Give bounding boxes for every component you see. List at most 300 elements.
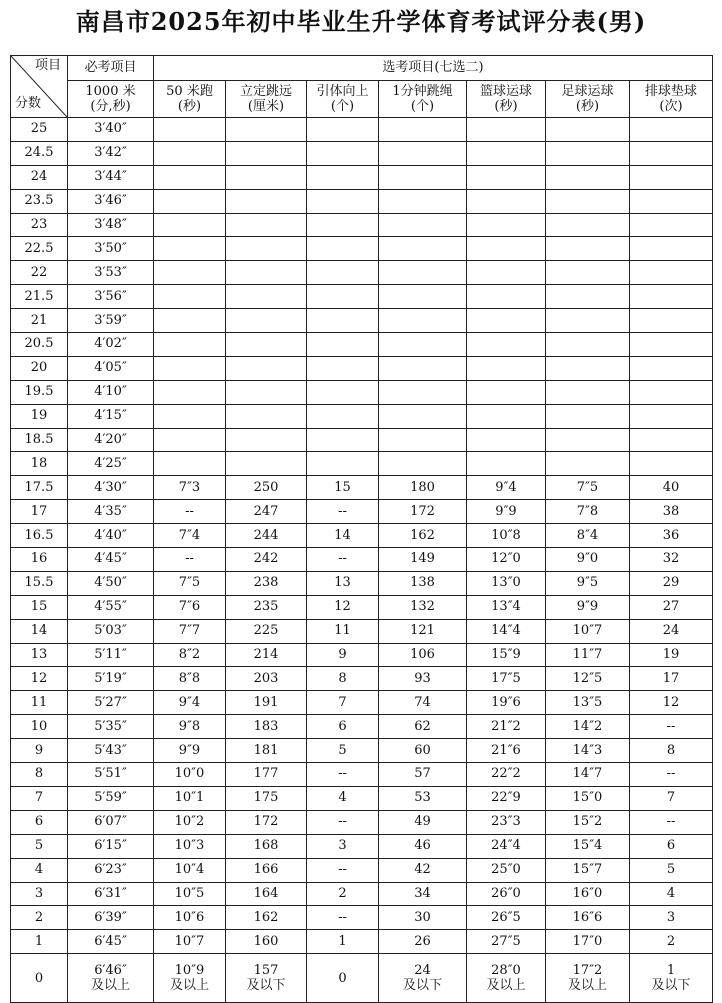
table-cell: [154, 285, 226, 309]
table-cell: --: [307, 906, 379, 930]
table-cell: 5′59″: [68, 786, 154, 810]
table-cell: [307, 165, 379, 189]
table-row: [11, 141, 713, 165]
table-cell: [226, 452, 307, 476]
table-row: [11, 619, 713, 643]
cell-value: 6′46″: [94, 963, 127, 979]
column-header-name: 立定跳远: [239, 84, 292, 99]
table-cell: 5: [630, 858, 713, 882]
table-cell: 7: [630, 786, 713, 810]
table-cell: 14: [307, 524, 379, 548]
score-cell: 19.5: [11, 380, 68, 404]
table-cell: 3′48″: [68, 213, 154, 237]
table-row-last: [11, 954, 713, 1003]
table-cell: 4′20″: [68, 428, 154, 452]
cell-note: 及以下: [651, 978, 691, 994]
table-cell: [467, 141, 546, 165]
table-cell: [154, 237, 226, 261]
table-cell: 46: [379, 834, 467, 858]
table-cell: [630, 380, 713, 404]
table-cell: [379, 189, 467, 213]
table-cell: 17″0: [546, 930, 630, 954]
table-cell: 10″7: [546, 619, 630, 643]
table-cell: [226, 189, 307, 213]
column-header-name: 1000 米: [85, 84, 136, 99]
diag-label-item: 项目: [34, 58, 61, 73]
table-cell: [307, 118, 379, 142]
column-header-unit: (秒): [177, 99, 202, 114]
table-cell: 22″9: [467, 786, 546, 810]
table-row: [11, 643, 713, 667]
table-cell: --: [630, 810, 713, 834]
table-cell: 244: [226, 524, 307, 548]
cell-note: 及以下: [402, 978, 442, 994]
table-cell: [226, 285, 307, 309]
score-cell: 20: [11, 356, 68, 380]
table-cell: 5′27″: [68, 691, 154, 715]
table-cell: [467, 428, 546, 452]
table-cell: [379, 356, 467, 380]
table-cell: 191: [226, 691, 307, 715]
table-row: [11, 906, 713, 930]
table-cell: 3′40″: [68, 118, 154, 142]
table-cell: [154, 333, 226, 357]
table-cell: [546, 380, 630, 404]
table-row: [11, 428, 713, 452]
table-cell: 16″6: [546, 906, 630, 930]
table-cell: 9″0: [546, 548, 630, 572]
table-cell: 9″9: [546, 595, 630, 619]
page-title: 南昌市2025年初中毕业生升学体育考试评分表(男): [75, 7, 647, 36]
table-row: [11, 786, 713, 810]
column-header: [630, 81, 713, 118]
table-cell: 242: [226, 548, 307, 572]
table-row: [11, 858, 713, 882]
table-cell: [154, 380, 226, 404]
score-cell: 3: [11, 882, 68, 906]
table-cell: [467, 285, 546, 309]
column-header: [68, 81, 154, 118]
table-cell: 6: [630, 834, 713, 858]
column-header-unit: (分,秒): [90, 99, 131, 114]
table-cell: 15″4: [546, 834, 630, 858]
table-row: [11, 595, 713, 619]
table-cell: [307, 309, 379, 333]
table-cell: --: [307, 548, 379, 572]
table-cell: [467, 309, 546, 333]
table-cell: 4′05″: [68, 356, 154, 380]
table-cell: 40: [630, 476, 713, 500]
table-cell: --: [307, 500, 379, 524]
table-cell: 4′15″: [68, 404, 154, 428]
cell-value: 0: [34, 970, 44, 986]
table-cell: [379, 333, 467, 357]
cell-value: 28″0: [491, 963, 521, 979]
score-cell: 21.5: [11, 285, 68, 309]
table-cell: 203: [226, 667, 307, 691]
table-cell: 21″6: [467, 739, 546, 763]
table-cell: 12″5: [546, 667, 630, 691]
table-cell: 38: [630, 500, 713, 524]
table-cell: [467, 404, 546, 428]
table-cell: [630, 165, 713, 189]
table-cell: 17″5: [467, 667, 546, 691]
table-cell: [467, 213, 546, 237]
table-cell: [226, 954, 307, 1003]
table-cell: [307, 261, 379, 285]
table-row: [11, 571, 713, 595]
table-cell: [307, 356, 379, 380]
table-cell: 30: [379, 906, 467, 930]
table-cell: 177: [226, 763, 307, 787]
table-cell: [307, 333, 379, 357]
table-cell: 3′46″: [68, 189, 154, 213]
table-row: [11, 930, 713, 954]
table-cell: 10″3: [154, 834, 226, 858]
table-cell: 3′44″: [68, 165, 154, 189]
table-row: [11, 189, 713, 213]
column-header: [379, 81, 467, 118]
table-cell: 4′55″: [68, 595, 154, 619]
table-cell: 19: [630, 643, 713, 667]
table-cell: 4′02″: [68, 333, 154, 357]
score-cell: 12: [11, 667, 68, 691]
table-cell: 12: [307, 595, 379, 619]
cell-value: 157: [253, 963, 279, 979]
table-cell: [546, 118, 630, 142]
table-cell: [546, 333, 630, 357]
score-cell: 17: [11, 500, 68, 524]
table-cell: 42: [379, 858, 467, 882]
column-header: [307, 81, 379, 118]
table-cell: 13″4: [467, 595, 546, 619]
table-cell: 24″4: [467, 834, 546, 858]
table-cell: 10″2: [154, 810, 226, 834]
column-header: [154, 81, 226, 118]
table-cell: 138: [379, 571, 467, 595]
table-cell: 57: [379, 763, 467, 787]
table-cell: 8″2: [154, 643, 226, 667]
score-cell: 25: [11, 118, 68, 142]
table-cell: [379, 213, 467, 237]
table-cell: 15: [307, 476, 379, 500]
table-cell: [307, 428, 379, 452]
score-cell: 10: [11, 715, 68, 739]
table-cell: 13″0: [467, 571, 546, 595]
table-cell: [467, 333, 546, 357]
table-cell: [226, 356, 307, 380]
table-cell: 4′50″: [68, 571, 154, 595]
table-cell: 166: [226, 858, 307, 882]
table-cell: 26: [379, 930, 467, 954]
table-cell: 4′40″: [68, 524, 154, 548]
table-cell: 15″9: [467, 643, 546, 667]
table-cell: 14″7: [546, 763, 630, 787]
table-cell: --: [630, 715, 713, 739]
table-cell: [154, 213, 226, 237]
table-cell: 250: [226, 476, 307, 500]
table-row: [11, 810, 713, 834]
table-cell: [307, 285, 379, 309]
table-cell: [154, 141, 226, 165]
table-cell: [379, 285, 467, 309]
table-cell: 14″4: [467, 619, 546, 643]
table-cell: 8: [630, 739, 713, 763]
column-header-name: 足球运球: [561, 84, 614, 99]
score-cell: 7: [11, 786, 68, 810]
table-cell: [379, 309, 467, 333]
table-cell: 24: [630, 619, 713, 643]
table-cell: 3′59″: [68, 309, 154, 333]
column-header-name: 引体向上: [316, 84, 369, 99]
table-cell: 5: [307, 739, 379, 763]
table-cell: [226, 118, 307, 142]
score-cell: 6: [11, 810, 68, 834]
table-row: [11, 691, 713, 715]
table-cell: 10″0: [154, 763, 226, 787]
table-cell: [154, 428, 226, 452]
table-cell: 106: [379, 643, 467, 667]
header-row-columns: [11, 81, 713, 118]
table-cell: 162: [226, 906, 307, 930]
score-cell: 14: [11, 619, 68, 643]
column-header-unit: (个): [410, 99, 435, 114]
cell-value: 24: [414, 963, 431, 979]
table-cell: 11: [307, 619, 379, 643]
table-cell: 19″6: [467, 691, 546, 715]
table-cell: [630, 237, 713, 261]
cell-value: 17″2: [572, 963, 603, 979]
table-cell: 26″5: [467, 906, 546, 930]
table-cell: 175: [226, 786, 307, 810]
column-header-unit: (个): [330, 99, 355, 114]
table-cell: 14″3: [546, 739, 630, 763]
table-cell: 29: [630, 571, 713, 595]
table-cell: 9″5: [546, 571, 630, 595]
table-cell: [630, 404, 713, 428]
table-cell: 5′43″: [68, 739, 154, 763]
table-cell: 5′11″: [68, 643, 154, 667]
table-cell: 4: [630, 882, 713, 906]
score-cell: 16.5: [11, 524, 68, 548]
table-cell: 9: [307, 643, 379, 667]
score-cell: 13: [11, 643, 68, 667]
table-cell: 3′53″: [68, 261, 154, 285]
table-cell: 60: [379, 739, 467, 763]
table-cell: [467, 452, 546, 476]
table-cell: [154, 404, 226, 428]
score-table-body: [11, 118, 713, 1003]
table-cell: 164: [226, 882, 307, 906]
table-cell: [226, 333, 307, 357]
table-cell: [154, 189, 226, 213]
table-cell: [546, 309, 630, 333]
table-cell: 225: [226, 619, 307, 643]
table-cell: [467, 237, 546, 261]
table-cell: [630, 213, 713, 237]
table-cell: 6′31″: [68, 882, 154, 906]
table-cell: [546, 285, 630, 309]
score-cell: 5: [11, 834, 68, 858]
table-cell: 9″9: [154, 739, 226, 763]
table-row: [11, 476, 713, 500]
table-cell: 3′56″: [68, 285, 154, 309]
column-header-name: 1分钟跳绳: [392, 84, 453, 99]
table-cell: 74: [379, 691, 467, 715]
table-cell: [379, 237, 467, 261]
table-row: [11, 261, 713, 285]
table-cell: [226, 309, 307, 333]
table-cell: [154, 452, 226, 476]
column-header-unit: (秒): [575, 99, 600, 114]
table-cell: 4: [307, 786, 379, 810]
table-row: [11, 237, 713, 261]
table-cell: 172: [379, 500, 467, 524]
table-cell: 15″0: [546, 786, 630, 810]
score-cell: 18.5: [11, 428, 68, 452]
table-cell: [379, 954, 467, 1003]
column-header: [467, 81, 546, 118]
table-row: [11, 165, 713, 189]
table-cell: [546, 954, 630, 1003]
table-cell: 16″0: [546, 882, 630, 906]
table-cell: [546, 404, 630, 428]
table-cell: [154, 356, 226, 380]
table-cell: 172: [226, 810, 307, 834]
score-cell: 15.5: [11, 571, 68, 595]
table-cell: 238: [226, 571, 307, 595]
table-cell: 13″5: [546, 691, 630, 715]
cell-value: 10″9: [174, 963, 205, 979]
table-cell: 10″4: [154, 858, 226, 882]
score-cell: 23.5: [11, 189, 68, 213]
table-cell: 4′30″: [68, 476, 154, 500]
table-cell: 160: [226, 930, 307, 954]
table-cell: [546, 141, 630, 165]
cell-value: 1: [666, 963, 676, 979]
table-cell: 9″8: [154, 715, 226, 739]
table-cell: 10″7: [154, 930, 226, 954]
score-cell: 11: [11, 691, 68, 715]
table-cell: 15″2: [546, 810, 630, 834]
table-cell: 13: [307, 571, 379, 595]
table-cell: 3: [307, 834, 379, 858]
table-cell: 21″2: [467, 715, 546, 739]
table-row: [11, 882, 713, 906]
table-cell: 36: [630, 524, 713, 548]
column-header: [226, 81, 307, 118]
table-row: [11, 548, 713, 572]
table-cell: 5′19″: [68, 667, 154, 691]
table-cell: 121: [379, 619, 467, 643]
table-cell: [307, 452, 379, 476]
column-header-unit: (次): [659, 99, 683, 114]
table-cell: 32: [630, 548, 713, 572]
table-cell: 9″9: [467, 500, 546, 524]
table-cell: [226, 261, 307, 285]
table-row: [11, 213, 713, 237]
table-cell: [630, 333, 713, 357]
table-row: [11, 333, 713, 357]
table-cell: [467, 356, 546, 380]
table-cell: [68, 954, 154, 1003]
table-cell: [226, 237, 307, 261]
table-cell: 8″8: [154, 667, 226, 691]
table-cell: [546, 189, 630, 213]
table-cell: 93: [379, 667, 467, 691]
score-cell: 15: [11, 595, 68, 619]
table-cell: [546, 428, 630, 452]
score-table: [10, 55, 713, 1003]
column-header-name: 排球垫球: [644, 84, 697, 99]
table-cell: [630, 141, 713, 165]
score-cell: 21: [11, 309, 68, 333]
table-cell: 3: [630, 906, 713, 930]
column-header-unit: (秒): [494, 99, 518, 114]
table-cell: [307, 954, 379, 1003]
table-cell: 23″3: [467, 810, 546, 834]
table-row: [11, 763, 713, 787]
table-cell: [546, 261, 630, 285]
table-cell: [226, 165, 307, 189]
score-cell: 22.5: [11, 237, 68, 261]
table-cell: [467, 165, 546, 189]
cell-note: 及以下: [246, 978, 286, 994]
table-cell: [307, 237, 379, 261]
table-cell: 12: [630, 691, 713, 715]
table-cell: 5′35″: [68, 715, 154, 739]
table-cell: 4′10″: [68, 380, 154, 404]
score-cell: 24.5: [11, 141, 68, 165]
table-cell: 132: [379, 595, 467, 619]
table-cell: 34: [379, 882, 467, 906]
table-cell: 183: [226, 715, 307, 739]
table-cell: [226, 404, 307, 428]
table-cell: [307, 380, 379, 404]
table-cell: [630, 452, 713, 476]
score-cell: 16: [11, 548, 68, 572]
table-cell: [467, 261, 546, 285]
table-cell: [154, 309, 226, 333]
score-cell: 20.5: [11, 333, 68, 357]
table-cell: 6′23″: [68, 858, 154, 882]
table-cell: 10″5: [154, 882, 226, 906]
table-cell: [379, 404, 467, 428]
table-cell: --: [154, 500, 226, 524]
column-header-name: 篮球运球: [479, 84, 532, 99]
table-cell: [154, 261, 226, 285]
table-cell: [307, 189, 379, 213]
table-cell: 14″2: [546, 715, 630, 739]
score-cell: 24: [11, 165, 68, 189]
table-cell: [467, 118, 546, 142]
table-cell: [379, 428, 467, 452]
cell-value: 0: [338, 970, 347, 986]
table-cell: 11″7: [546, 643, 630, 667]
table-row: [11, 715, 713, 739]
table-cell: 6′15″: [68, 834, 154, 858]
column-header-unit: (厘米): [247, 99, 285, 114]
score-cell: 8: [11, 763, 68, 787]
table-cell: [630, 189, 713, 213]
cell-note: 及以上: [567, 978, 607, 994]
table-row: [11, 404, 713, 428]
table-cell: [154, 165, 226, 189]
table-cell: [379, 118, 467, 142]
table-cell: 17: [630, 667, 713, 691]
table-cell: --: [307, 858, 379, 882]
table-cell: 181: [226, 739, 307, 763]
